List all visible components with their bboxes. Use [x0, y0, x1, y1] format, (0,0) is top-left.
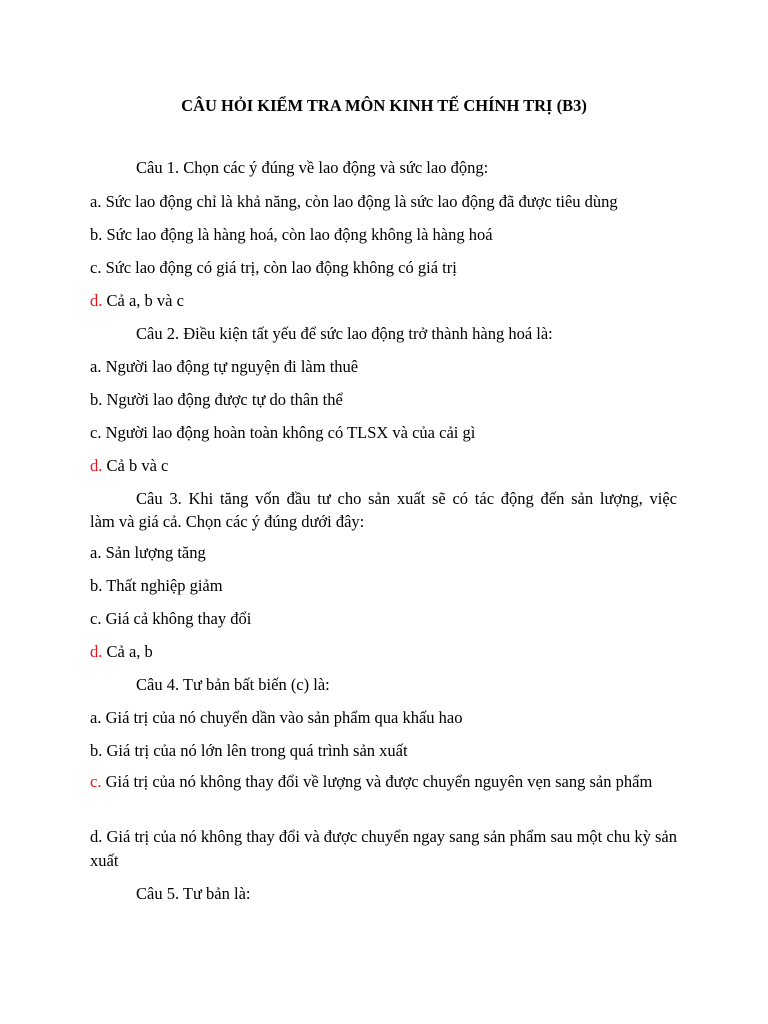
question-3-option-d — [90, 640, 677, 664]
question-1-option-b — [90, 223, 677, 247]
option-text: Giá trị của nó không thay đổi và được chuyển ngay sang sản phẩm sau một chu kỳ sản xuất — [90, 827, 677, 870]
question-3-prompt-line-2: làm và giá cả. Chọn các ý đúng dưới đây: — [90, 512, 365, 531]
option-letter: c. — [90, 423, 102, 442]
option-text: Giá trị của nó lớn lên trong quá trình sản xuất — [102, 741, 408, 760]
question-1-option-a — [90, 190, 677, 214]
option-text: Sức lao động là hàng hoá, còn lao động không là hàng hoá — [102, 225, 493, 244]
question-2-option-c — [90, 421, 677, 445]
option-letter: a. — [90, 543, 102, 562]
correct-answer-letter: d. — [90, 642, 103, 661]
question-2-option-d — [90, 454, 677, 478]
question-4-option-c — [90, 770, 677, 794]
option-text: Giá cả không thay đổi — [101, 609, 252, 628]
question-2-prompt: Câu 2. Điều kiện tất yếu để sức lao động trở thành hàng hoá là: — [136, 324, 553, 343]
option-letter: a. — [90, 708, 102, 727]
option-text: Người lao động hoàn toàn không có TLSX và của cải gì — [101, 423, 476, 442]
option-text: Cả a, b và c — [102, 291, 184, 310]
option-text: Giá trị của nó chuyển dần vào sản phẩm qua khấu hao — [101, 708, 463, 727]
question-3-option-b — [90, 574, 677, 598]
question-1-option-d — [90, 289, 677, 313]
question-2-option-b — [90, 388, 677, 412]
option-letter: c. — [90, 609, 102, 628]
option-text: Người lao động được tự do thân thể — [102, 390, 343, 409]
option-text: Thất nghiệp giảm — [102, 576, 223, 595]
option-letter: c. — [90, 258, 102, 277]
question-4-option-d — [90, 825, 677, 873]
option-text: Sản lượng tăng — [101, 543, 206, 562]
option-letter: b. — [90, 390, 103, 409]
document-title: CÂU HỎI KIỂM TRA MÔN KINH TẾ CHÍNH TRỊ (B3) — [181, 96, 587, 115]
correct-answer-letter: d. — [90, 291, 103, 310]
option-text: Người lao động tự nguyện đi làm thuê — [101, 357, 359, 376]
option-letter: a. — [90, 357, 102, 376]
option-letter: b. — [90, 225, 103, 244]
option-text: Cả b và c — [102, 456, 169, 475]
question-4-option-b — [90, 739, 677, 763]
question-5-prompt: Câu 5. Tư bản là: — [136, 884, 251, 903]
option-letter: b. — [90, 741, 103, 760]
option-text: Giá trị của nó không thay đổi về lượng và được chuyển nguyên vẹn sang sản phẩm — [101, 772, 653, 791]
option-letter: a. — [90, 192, 102, 211]
question-2-option-a — [90, 355, 677, 379]
option-text: Sức lao động có giá trị, còn lao động không có giá trị — [101, 258, 457, 277]
correct-answer-letter: d. — [90, 456, 103, 475]
question-4-prompt: Câu 4. Tư bản bất biến (c) là: — [136, 675, 330, 694]
question-4-option-a — [90, 706, 677, 730]
question-1-option-c — [90, 256, 677, 280]
option-letter: b. — [90, 576, 103, 595]
option-text: Cả a, b — [102, 642, 153, 661]
question-3-option-c — [90, 607, 677, 631]
question-1-prompt: Câu 1. Chọn các ý đúng về lao động và sức lao động: — [136, 158, 489, 177]
question-3-prompt-line-1: Câu 3. Khi tăng vốn đầu tư cho sản xuất sẽ có tác động đến sản lượng, việc — [136, 489, 677, 508]
option-letter: d. — [90, 827, 103, 846]
question-3-option-a — [90, 541, 677, 565]
correct-answer-letter: c. — [90, 772, 102, 791]
option-text: Sức lao động chỉ là khả năng, còn lao động là sức lao động đã được tiêu dùng — [101, 192, 618, 211]
